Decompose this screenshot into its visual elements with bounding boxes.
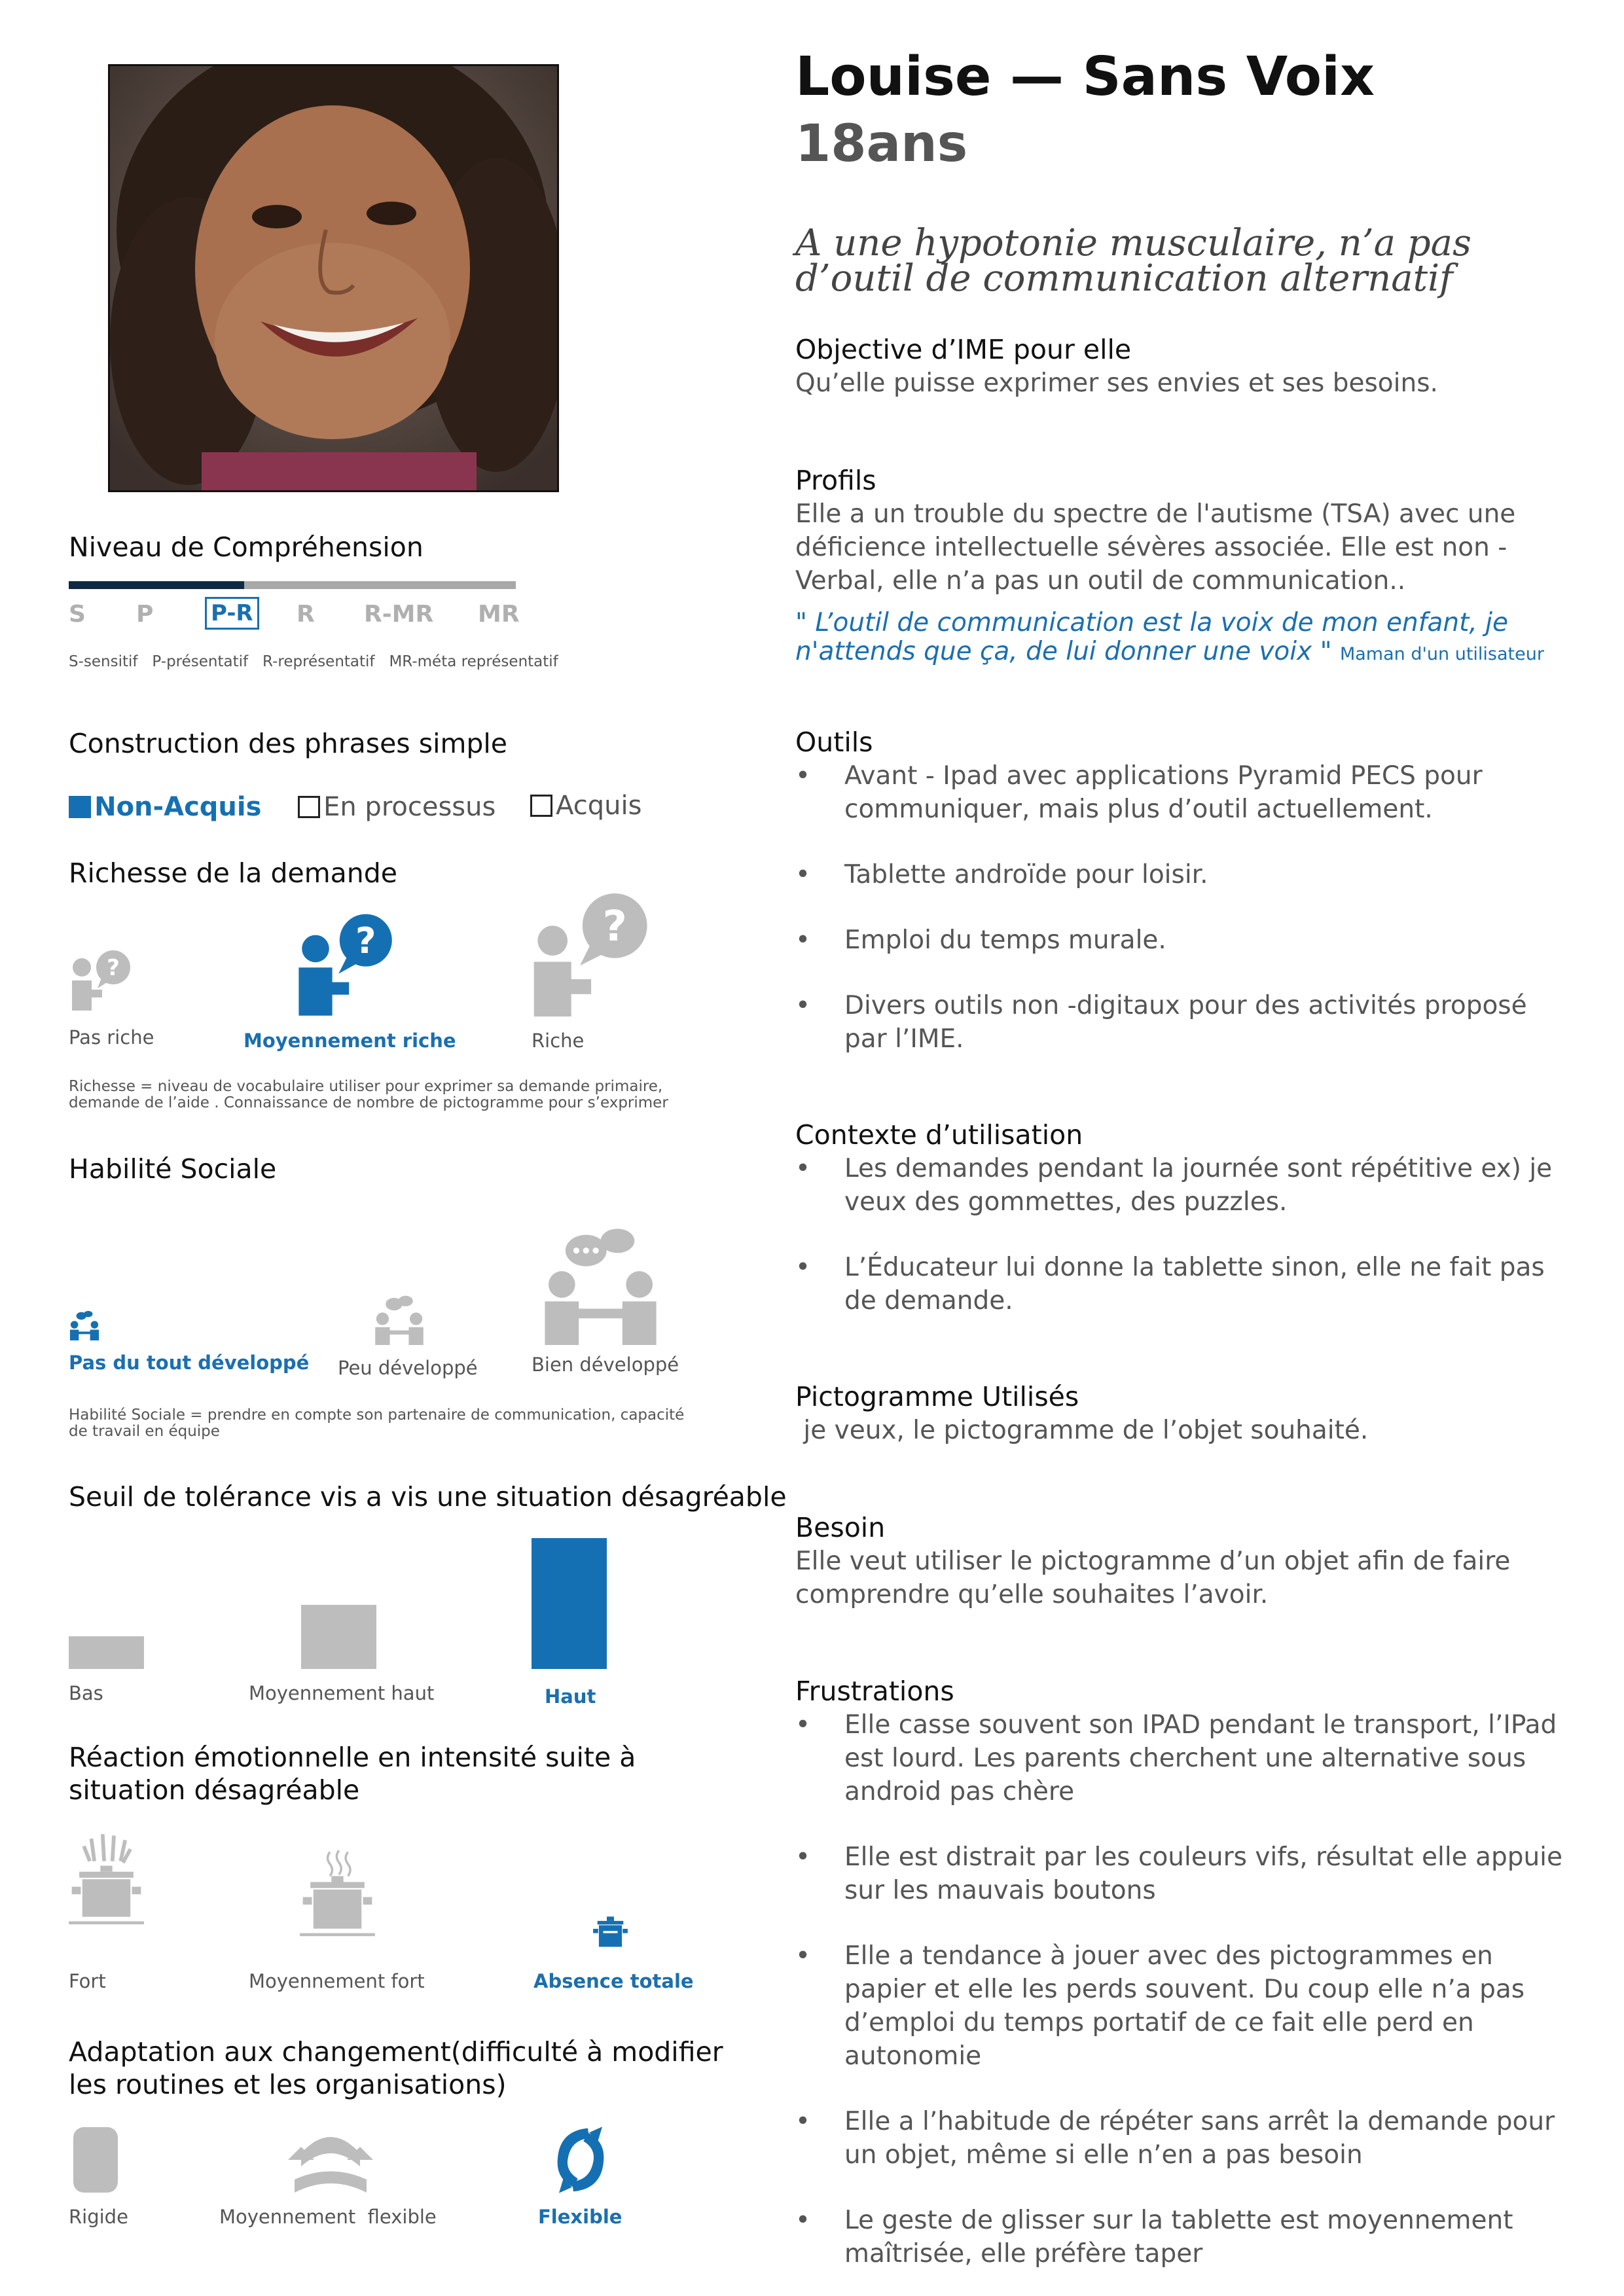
frustrations-title: Frustrations: [795, 1676, 954, 1707]
profils-quote-block: [795, 609, 1571, 669]
checkbox-empty-icon: [298, 796, 320, 818]
seuil-bar-moyennement-haut: [301, 1605, 376, 1669]
adaptation-option-moyennement-flexible: Moyennement flexible: [219, 2206, 437, 2228]
persona-tagline: A une hypotonie musculaire, n’a pas d’outil de communication alternatif: [795, 222, 1471, 300]
list-item: • L’Éducateur lui donne la tablette sinon, elle ne fait pas de demande.: [795, 1251, 1571, 1318]
objective-text: Qu’elle puisse exprimer ses envies et ses besoins.: [795, 368, 1438, 398]
people-talking-medium-icon: [373, 1293, 425, 1345]
list-item: • Divers outils non -digitaux pour des activités proposé par l’IME.: [795, 989, 1571, 1056]
profils-title: Profils: [795, 465, 876, 496]
pictogramme-text: je veux, le pictogramme de l’objet souhaité.: [795, 1416, 1369, 1445]
habilete-option-pas-du-tout: Pas du tout développé: [69, 1352, 310, 1374]
besoin-title: Besoin: [795, 1512, 886, 1543]
comprehension-title: Niveau de Compréhension: [69, 531, 424, 563]
persona-age: 18ans: [795, 115, 968, 173]
list-item: • Avant - Ipad avec applications Pyramid PECS pour communiquer, mais plus d’outil actuellement.: [795, 759, 1571, 826]
reaction-option-fort: Fort: [69, 1970, 106, 1992]
richesse-note: Richesse = niveau de vocabulaire utiliser pour exprimer sa demande primaire, demande de l’aide . Connaissance de nombre de pictogramme pour s’exprimer: [69, 1078, 668, 1111]
contexte-title: Contexte d’utilisation: [795, 1119, 1083, 1151]
list-item: • Elle a l’habitude de répéter sans arrêt la demande pour un objet, même si elle n’en a pas besoin: [795, 2105, 1571, 2172]
phrases-title: Construction des phrases simple: [69, 728, 508, 759]
pot-boiling-strong-icon: [69, 1833, 144, 1944]
pot-steaming-medium-icon: [300, 1849, 375, 1950]
comprehension-progress-track: [244, 581, 516, 589]
people-talking-large-icon: [540, 1224, 661, 1345]
level-r-mr: R-MR: [364, 601, 434, 628]
frustrations-list: [795, 1708, 1571, 2270]
list-item: • Elle a tendance à jouer avec des pictogrammes en papier et elle les perds souvent. Du coup elle n’a pas d’emploi du temps portatif de ce fait elle perd en autonomie: [795, 1939, 1571, 2073]
comprehension-legend: S-sensitif P-présentatif R-représentatif MR-méta représentatif: [69, 653, 558, 670]
habilete-note: Habilité Sociale = prendre en compte son partenaire de communication, capacité de travail en équipe: [69, 1407, 685, 1440]
list-item: • Elle casse souvent son IPAD pendant le transport, l’IPad est lourd. Les parents cherchent une alternative sous android pas chère: [795, 1708, 1571, 1808]
outils-title: Outils: [795, 726, 873, 758]
list-item: • Le geste de glisser sur la tablette est moyennement maîtrisée, elle préfère taper: [795, 2204, 1571, 2270]
level-s: S: [69, 601, 86, 628]
seuil-bar-haut: [532, 1538, 607, 1669]
contexte-list: [795, 1152, 1571, 1318]
person-question-medium-icon: [295, 913, 399, 1018]
habilete-option-bien: Bien développé: [532, 1354, 679, 1376]
reaction-option-moyennement-fort: Moyennement fort: [249, 1970, 425, 1992]
profils-text: Elle a un trouble du spectre de l'autisme (TSA) avec une déficience intellectuelle sévères associée. Elle est non -Verbal, elle n’a pas un outil de communication..: [795, 499, 1516, 596]
reaction-option-absence-totale: Absence totale: [533, 1970, 694, 1992]
richesse-title: Richesse de la demande: [69, 857, 397, 889]
seuil-option-bas: Bas: [69, 1682, 103, 1704]
phrase-option-acquis: Acquis: [530, 791, 641, 821]
phrase-option-non-acquis: Non-Acquis: [69, 792, 261, 822]
svg-text:?: ?: [602, 902, 627, 952]
persona-name: Louise — Sans Voix: [795, 46, 1375, 108]
bending-arc-icon: [281, 2127, 380, 2193]
phrase-option-en-processus: En processus: [298, 792, 496, 822]
reaction-title: Réaction émotionnelle en intensité suite à situation désagréable: [69, 1742, 636, 1806]
profils-quote: " L’outil de communication est la voix de mon enfant, je n'attends que ça, de lui donner une voix ": [795, 608, 1509, 666]
profils-quote-author: Maman d'un utilisateur: [1339, 644, 1544, 664]
adaptation-option-rigide: Rigide: [69, 2206, 128, 2228]
outils-list: [795, 759, 1571, 1056]
seuil-option-haut: Haut: [545, 1685, 596, 1708]
svg-text:?: ?: [355, 920, 376, 961]
list-item: • Les demandes pendant la journée sont répétitive ex) je veux des gommettes, des puzzles.: [795, 1152, 1571, 1219]
profile-photo: [108, 64, 559, 492]
level-p: P: [136, 601, 154, 628]
list-item: • Elle est distrait par les couleurs vifs, résultat elle appuie sur les mauvais boutons: [795, 1840, 1571, 1907]
objective-title: Objective d’IME pour elle: [795, 334, 1132, 365]
comprehension-progress-filled: [69, 581, 244, 589]
seuil-title: Seuil de tolérance vis a vis une situation désagréable: [69, 1481, 787, 1513]
person-question-small-icon: [69, 948, 134, 1013]
richesse-option-moyennement-riche: Moyennement riche: [244, 1030, 456, 1052]
pictogramme-title: Pictogramme Utilisés: [795, 1381, 1079, 1412]
checkbox-empty-icon: [530, 795, 552, 817]
habilete-title: Habilité Sociale: [69, 1153, 277, 1185]
checkbox-filled-icon: [69, 796, 91, 818]
habilete-option-peu: Peu développé: [338, 1357, 478, 1379]
list-item: • Emploi du temps murale.: [795, 924, 1571, 957]
seuil-bar-bas: [69, 1636, 144, 1669]
adaptation-option-flexible: Flexible: [538, 2206, 623, 2228]
besoin-text: Elle veut utiliser le pictogramme d’un objet afin de faire comprendre qu’elle souhaites l’avoir.: [795, 1547, 1511, 1609]
people-talking-small-icon: [69, 1309, 100, 1340]
seuil-option-moyennement-haut: Moyennement haut: [249, 1682, 435, 1704]
richesse-option-riche: Riche: [532, 1030, 585, 1052]
svg-text:?: ?: [107, 955, 120, 981]
level-p-r-selected: P-R: [205, 597, 259, 630]
richesse-option-pas-riche: Pas riche: [69, 1026, 154, 1049]
list-item: • Tablette androïde pour loisir.: [795, 858, 1571, 891]
rigid-block-icon: [73, 2127, 118, 2193]
level-mr: MR: [478, 601, 520, 628]
adaptation-title: Adaptation aux changement(difficulté à modifier les routines et les organisations): [69, 2036, 723, 2100]
flexible-loop-icon: [545, 2124, 617, 2196]
level-r: R: [297, 601, 315, 628]
person-question-large-icon: [530, 893, 655, 1018]
pot-calm-icon: [592, 1914, 628, 1950]
